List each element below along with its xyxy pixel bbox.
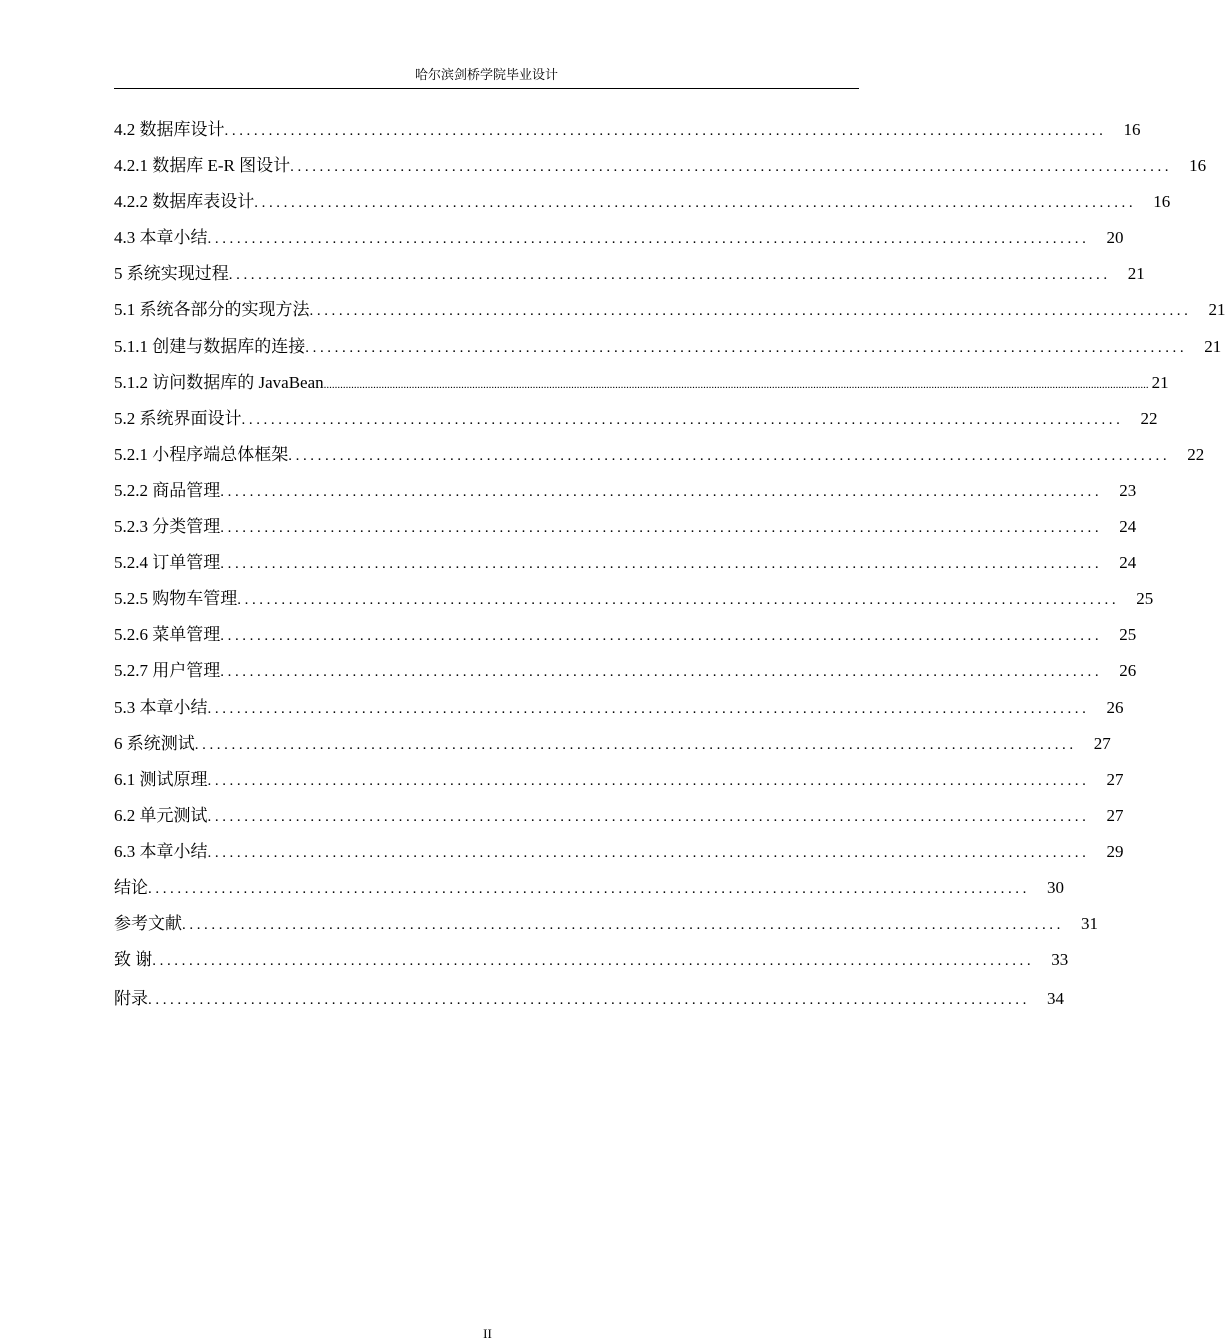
toc-entry[interactable] <box>114 906 1098 942</box>
page-number: II <box>483 1326 492 1341</box>
toc-entry[interactable] <box>114 726 1111 762</box>
toc-entry[interactable] <box>114 148 1207 184</box>
toc-entry-page: 27 <box>1093 733 1111 753</box>
toc-entry-title: 6 系统测试 <box>114 733 195 753</box>
toc-entry-title: 5.2.6 菜单管理 <box>114 625 221 645</box>
toc-entry[interactable] <box>114 112 1141 148</box>
toc-entry-page: 26 <box>1106 697 1124 717</box>
toc-entry-title: 4.3 本章小结 <box>114 228 208 248</box>
toc-entry-page: 16 <box>1189 156 1207 176</box>
toc-entry-page: 29 <box>1106 841 1124 861</box>
toc-leader-dots: ........................................................................................................................ <box>241 411 1124 428</box>
toc-entry[interactable] <box>114 981 1064 1017</box>
toc-entry-title: 5.1.2 访问数据库的 JavaBean <box>114 372 324 392</box>
toc-entry-page: 26 <box>1119 661 1137 681</box>
toc-entry[interactable] <box>114 256 1145 292</box>
toc-entry-title: 4.2 数据库设计 <box>114 120 225 139</box>
toc-entry-title: 6.1 测试原理 <box>114 769 208 789</box>
toc-entry-title: 5 系统实现过程 <box>114 264 229 284</box>
toc-entry-page: 16 <box>1123 120 1141 139</box>
toc-entry-page: 21 <box>1204 336 1222 356</box>
toc-leader-dots: ........................................................................................................................ <box>194 736 1077 753</box>
toc-leader-dots: ........................................................................................................................ <box>207 231 1090 248</box>
toc-entry-title: 5.2.7 用户管理 <box>114 661 221 681</box>
toc-entry-title: 5.2.5 购物车管理 <box>114 589 238 609</box>
toc-entry-title: 致 谢 <box>114 950 153 970</box>
toc-leader-dots: ........................................................................................................................ <box>220 483 1103 500</box>
toc-entry-title: 5.2.1 小程序端总体框架 <box>114 444 289 464</box>
toc-entry-page: 25 <box>1119 625 1137 645</box>
toc-entry[interactable] <box>114 690 1124 726</box>
toc-entry-page: 22 <box>1140 408 1158 428</box>
toc-entry-title: 6.3 本章小结 <box>114 841 208 861</box>
table-of-contents <box>114 112 1226 1017</box>
toc-leader-dots: ........................................................................................................................ <box>207 808 1090 825</box>
toc-entry-page: 30 <box>1047 877 1064 897</box>
toc-entry-title: 5.3 本章小结 <box>114 697 208 717</box>
toc-entry-page: 24 <box>1119 553 1137 573</box>
toc-entry-title: 5.2.4 订单管理 <box>114 553 221 573</box>
toc-entry[interactable] <box>114 942 1069 978</box>
toc-entry[interactable] <box>114 329 1222 365</box>
toc-leader-dots: ........................................................................................................................ <box>224 123 1107 139</box>
toc-entry-page: 27 <box>1106 805 1124 825</box>
toc-entry-page: 21 <box>1208 300 1226 320</box>
toc-entry-title: 6.2 单元测试 <box>114 805 208 825</box>
toc-leader-dots: ........................................................................................................................ <box>220 664 1103 681</box>
toc-entry-page: 23 <box>1119 480 1137 500</box>
toc-entry-page: 24 <box>1119 517 1137 537</box>
toc-entry[interactable] <box>114 401 1158 437</box>
toc-entry-title: 参考文献 <box>114 914 182 934</box>
toc-leader-dots: ........................................................................................................................ <box>290 159 1173 176</box>
toc-entry-page: 16 <box>1153 192 1171 212</box>
toc-entry[interactable] <box>114 798 1124 834</box>
header-divider <box>114 88 859 89</box>
toc-entry-title: 4.2.1 数据库 E-R 图设计 <box>114 156 291 176</box>
toc-entry-page: 22 <box>1187 444 1205 464</box>
toc-leader-dots: ........................................................................................................................ <box>220 556 1103 573</box>
toc-entry[interactable] <box>114 545 1137 581</box>
toc-leader-dots: ........................................................................................................................ <box>148 880 1030 897</box>
toc-entry-title: 附录 <box>114 989 148 1009</box>
toc-leader-dots: ........................................................................................................................ <box>309 303 1192 320</box>
toc-entry-title: 5.1.1 创建与数据库的连接 <box>114 336 306 356</box>
toc-entry[interactable] <box>114 220 1124 256</box>
toc-entry[interactable] <box>114 184 1171 220</box>
toc-entry[interactable] <box>114 653 1137 689</box>
toc-entry-page: 34 <box>1047 989 1064 1009</box>
toc-entry[interactable] <box>114 870 1064 906</box>
toc-entry[interactable] <box>114 617 1137 653</box>
toc-leader-dots: ........................................................................................................................ <box>237 592 1120 609</box>
toc-entry[interactable] <box>114 509 1137 545</box>
toc-entry-page: 20 <box>1106 228 1124 248</box>
toc-entry-page: 31 <box>1081 914 1098 934</box>
toc-leader-dots: ........................................................................................................................ <box>305 339 1188 356</box>
toc-entry[interactable] <box>114 762 1124 798</box>
toc-leader-dots: ........................................................................................................................ <box>288 447 1171 464</box>
toc-entry-title: 5.2.3 分类管理 <box>114 517 221 537</box>
toc-leader-dots: ........................................................................................................................ <box>254 195 1137 212</box>
toc-entry-title: 5.2 系统界面设计 <box>114 408 242 428</box>
toc-entry-title: 5.2.2 商品管理 <box>114 480 221 500</box>
toc-entry[interactable] <box>114 437 1205 473</box>
toc-leader-dots: ........................................................................................................................ <box>148 992 1030 1009</box>
toc-leader-dots: ........................................................................................................................ <box>182 917 1064 934</box>
toc-entry[interactable] <box>114 292 1226 328</box>
toc-entry-page: 21 <box>1127 264 1145 284</box>
toc-entry[interactable] <box>114 473 1137 509</box>
toc-entry[interactable] <box>114 834 1124 870</box>
toc-entry[interactable] <box>114 581 1154 617</box>
toc-entry-page: 25 <box>1136 589 1154 609</box>
toc-entry-title: 4.2.2 数据库表设计 <box>114 192 255 212</box>
toc-entry-title: 5.1 系统各部分的实现方法 <box>114 300 310 320</box>
toc-leader-dots: ........................................................................................................................ <box>207 772 1090 789</box>
toc-entry-page: 33 <box>1051 950 1069 970</box>
toc-leader-dots: ........................................................................................................................ <box>220 520 1103 537</box>
page-header-title: 哈尔滨剑桥学院毕业设计 <box>414 67 558 82</box>
toc-leader-dots: ........................................................................................................................ <box>220 628 1103 645</box>
toc-leader-dots: ........................................................................................................................ <box>152 953 1035 970</box>
toc-entry[interactable] <box>114 365 1169 401</box>
toc-leader-dots: ............................................................................................................................................................................................................................................................................................................ <box>323 378 1149 391</box>
toc-leader-dots: ........................................................................................................................ <box>207 700 1090 717</box>
toc-entry-page: 27 <box>1106 769 1124 789</box>
toc-entry-page: 21 <box>1151 372 1169 392</box>
toc-entry-title: 结论 <box>114 877 148 897</box>
toc-leader-dots: ........................................................................................................................ <box>207 844 1090 861</box>
toc-leader-dots: ........................................................................................................................ <box>228 267 1111 284</box>
